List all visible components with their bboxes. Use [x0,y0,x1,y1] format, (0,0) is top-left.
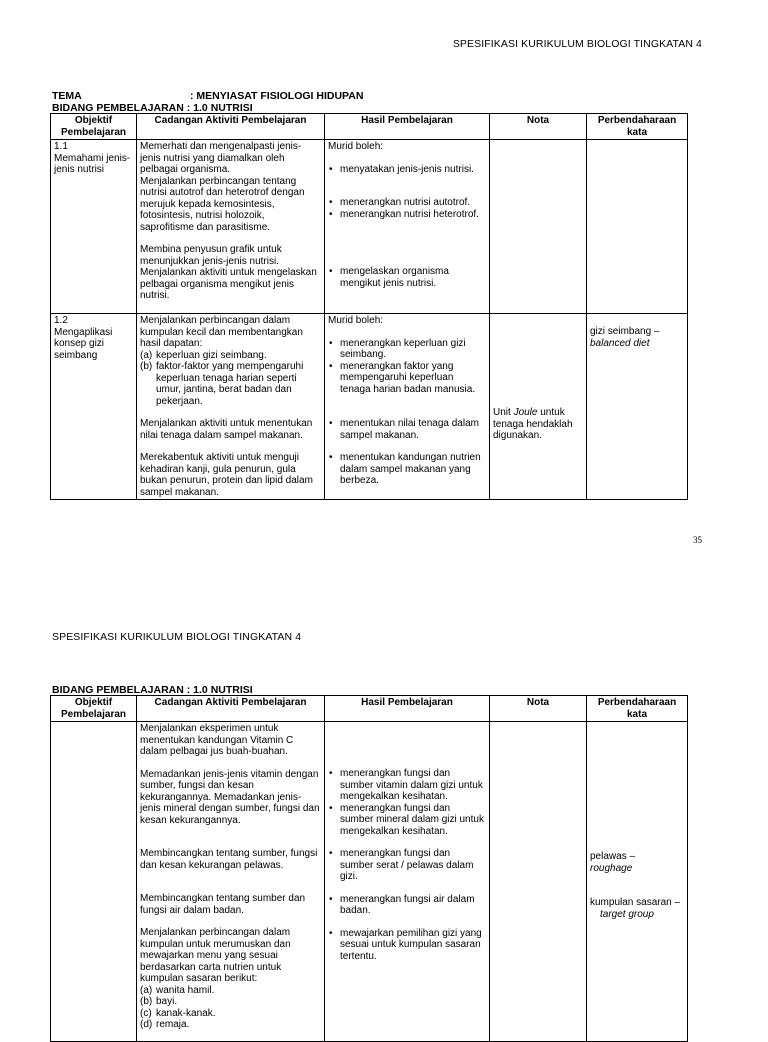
kata-cell [587,140,688,314]
column-header-aktiviti: Cadangan Aktiviti Pembelajaran [137,696,325,722]
kata-translation: roughage [590,862,633,874]
kata-translation: balanced diet [590,337,650,349]
list-item [140,985,321,997]
table-row [51,140,688,314]
list-item: • menerangkan fungsi dan sumber vitamin dalam gizi untuk mengekalkan kesihatan. [328,768,486,803]
hasil-cell [325,140,490,314]
list-item [140,996,321,1008]
hasil-cell [325,722,490,1042]
list-item: • mewajarkan pemilihan gizi yang sesuai untuk kumpulan sasaran tertentu. [328,928,486,963]
list-marker: (b) [140,996,153,1007]
nota-cell [490,140,587,314]
list-text: faktor-faktor yang mempengaruhi keperluan tenaga harian seperti umur, jantina, berat badan dan pekerjaan. [156,361,304,407]
objektif-cell: 1.1 Memahami jenis-jenis nutrisi [51,140,137,314]
column-header-objektif: Objektif Pembelajaran [51,114,137,140]
tema-value: : MENYIASAT FISIOLOGI HIDUPAN [190,90,364,102]
bidang-value: : 1.0 NUTRISI [186,102,253,114]
list-item: • menyatakan jenis-jenis nutrisi. [328,164,486,176]
table-header-row [51,114,688,140]
page-number: 35 [693,535,702,545]
page-header: SPESIFIKASI KURIKULUM BIOLOGI TINGKATAN 4 [52,631,302,643]
aktiviti-cell [137,722,325,1042]
bidang-value: : 1.0 NUTRISI [186,684,253,696]
meta-block [52,90,363,114]
aktiviti-para: Membincangkan tentang sumber dan fungsi air dalam badan. [140,893,306,916]
aktiviti-para: Menjalankan perbincangan dalam kumpulan untuk merumuskan dan mewajarkan menu yang sesuai berdasarkan carta nutrien untuk kumpulan sasaran berikut: [140,927,291,984]
column-header-objektif: Objektif Pembelajaran [51,696,137,722]
list-item: • menerangkan nutrisi autotrof. [328,197,486,209]
list-item: • menentukan nilai tenaga dalam sampel makanan. [328,418,486,441]
list-item: • menerangkan fungsi dan sumber serat / pelawas dalam gizi. [328,848,486,883]
list-item: • mengelaskan organisma mengikut jenis nutrisi. [328,266,486,289]
objektif-cell: 1.2 Mengaplikasi konsep gizi seimbang [51,314,137,500]
aktiviti-cell [137,140,325,314]
list-item: • menentukan kandungan nutrien dalam sampel makanan yang berbeza. [328,452,486,487]
column-header-kata: Perbendaharaan kata [587,114,688,140]
column-header-hasil: Hasil Pembelajaran [325,696,490,722]
kata-translation: target group [600,908,654,920]
kata-cell [587,722,688,1042]
list-text: wanita hamil. [156,984,215,996]
column-header-kata: Perbendaharaan kata [587,696,688,722]
aktiviti-para: Menjalankan aktiviti untuk menentukan nilai tenaga dalam sampel makanan. [140,418,313,441]
list-text: remaja. [156,1019,190,1030]
list-marker: (d) [140,1019,153,1030]
nota-text-part: Unit [493,407,514,418]
column-header-aktiviti: Cadangan Aktiviti Pembelajaran [137,114,325,140]
list-item: • menerangkan keperluan gizi seimbang. [328,338,486,361]
column-header-hasil: Hasil Pembelajaran [325,114,490,140]
list-item: • menerangkan fungsi air dalam badan. [328,894,486,917]
kata-term: pelawas – [590,851,636,862]
aktiviti-para: Menjalankan perbincangan dalam kumpulan kecil dan membentangkan hasil dapatan: [140,315,303,349]
tema-label: TEMA [52,90,82,102]
nota-unit: Joule [513,407,538,418]
curriculum-table [50,113,688,500]
table-row [51,722,688,1042]
table-row [51,314,688,500]
list-text: bayi. [156,996,178,1007]
list-marker: (c) [140,1007,152,1019]
aktiviti-para: Memadankan jenis-jenis vitamin dengan sumber, fungsi dan kesan kekurangannya. Memadankan jenis-jenis mineral dengan sumber, fungsi dan kesan kekurangannya. [140,768,320,826]
list-item [140,1019,321,1031]
kata-cell [587,314,688,500]
aktiviti-para: Menjalankan eksperimen untuk menentukan kandungan Vitamin C dalam pelbagai jus buah-buahan. [140,723,294,757]
column-header-nota: Nota [490,114,587,140]
kata-term: kumpulan sasaran – [590,897,681,908]
bidang-label: BIDANG PEMBELAJARAN [52,102,184,114]
list-text: keperluan gizi seimbang. [156,349,267,361]
hasil-intro: Murid boleh: [328,141,384,152]
aktiviti-para: Membina penyusun grafik untuk menunjukkan jenis-jenis nutrisi. Menjalankan aktiviti untuk mengelaskan pelbagai organisma mengikut jenis nutrisi. [140,244,317,301]
kata-term: gizi seimbang – [590,326,660,337]
list-item [140,1008,321,1020]
curriculum-table [50,695,688,1042]
column-header-nota: Nota [490,696,587,722]
aktiviti-para: Membincangkan tentang sumber, fungsi dan kesan kekurangan pelawas. [140,848,318,871]
objektif-cell [51,722,137,1042]
table-header-row [51,696,688,722]
list-marker: (b) [140,361,153,372]
list-marker: (a) [140,984,153,996]
list-text: kanak-kanak. [156,1007,216,1019]
nota-text [493,407,583,442]
aktiviti-para: Memerhati dan mengenalpasti jenis-jenis nutrisi yang diamalkan oleh pelbagai organisma. Menjalankan perbincangan tentang nutrisi autotrof dan heterotrof dengan merujuk kepada kemosintesis, fotosintesis, nutrisi holozoik, saprofitisme dan parasitisme. [140,141,305,233]
hasil-intro: Murid boleh: [328,315,384,326]
page-header: SPESIFIKASI KURIKULUM BIOLOGI TINGKATAN 4 [452,38,702,50]
nota-cell [490,314,587,500]
nota-cell [490,722,587,1042]
aktiviti-cell [137,314,325,500]
list-item: • menerangkan faktor yang mempengaruhi keperluan tenaga harian badan manusia. [328,361,486,396]
hasil-cell [325,314,490,500]
bidang-label: BIDANG PEMBELAJARAN [52,684,184,696]
list-marker: (a) [140,349,153,361]
list-item: • menerangkan nutrisi heterotrof. [328,209,486,221]
aktiviti-para: Merekabentuk aktiviti untuk menguji kehadiran kanji, gula penurun, gula bukan penurun, protein dan lipid dalam sampel makanan. [140,452,313,498]
list-item: • menerangkan fungsi dan sumber mineral dalam gizi untuk mengekalkan kesihatan. [328,803,486,838]
nota-text-part: untuk tenaga hendaklah digunakan. [493,407,573,441]
list-item [140,350,321,362]
list-item [140,361,321,407]
